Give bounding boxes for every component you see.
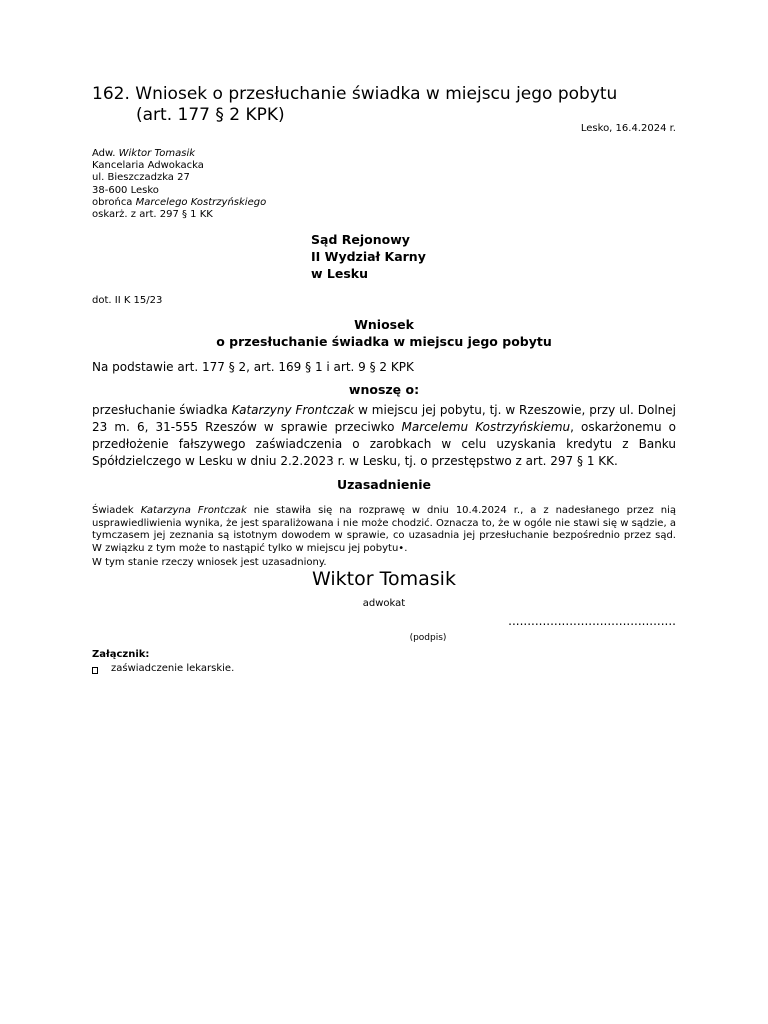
list-item [92, 663, 234, 674]
defendant-name: Marcelemu Kostrzyńskiemu [401, 420, 571, 434]
client-name: Marcelego Kostrzyńskiego [135, 196, 267, 208]
witness-name: Katarzyny Frontczak [231, 403, 355, 417]
signature-line: ............................................ [508, 614, 676, 628]
legal-basis: Na podstawie art. 177 § 2, art. 169 § 1 i art. 9 § 2 KPK [92, 360, 414, 374]
sender-name: Wiktor Tomasik [118, 148, 196, 159]
document-title [92, 84, 617, 126]
justification-heading: Uzasadnienie [336, 477, 431, 492]
sender-block [92, 148, 266, 221]
sender-charge: oskarż. z art. 297 § 1 KK [92, 209, 213, 221]
sender-role-line: obrońca Marcelego Kostrzyńskiego [92, 196, 267, 208]
case-reference: dot. II K 15/23 [92, 295, 163, 306]
signature-name: Wiktor Tomasik [312, 568, 456, 590]
request-heading: wnoszę o: [348, 382, 420, 397]
bullet-box-icon [92, 667, 98, 674]
court-address: Sąd Rejonowy II Wydział Karny w Lesku [311, 232, 426, 281]
signature-role: adwokat [362, 598, 406, 609]
title-line-2: (art. 177 § 2 KPK) [136, 105, 285, 125]
title-line-1: 162. Wniosek o przesłuchanie świadka w miejscu jego pobytu [92, 84, 618, 104]
sender-street: ul. Bieszczadzka 27 [92, 172, 190, 184]
request-paragraph: przesłuchanie świadka Katarzyny Frontczak w miejscu jej pobytu, tj. w Rzeszowie, przy ul. Dolnej 23 m. 6, 31-555 Rzeszów w sprawie przeciwko Marcelemu Kostrzyńskiemu, oskarżonemu o przedłożenie fałszywego zaświadczenia o zarobkach w celu uzyskania kredytu z Banku Spółdzielczego w Lesku w dniu 2.2.2023 r. w Lesku, tj. o przestępstwo z art. 297 § 1 KK. [92, 403, 677, 468]
place-date: Lesko, 16.4.2024 r. [580, 123, 676, 134]
sender-office: Kancelaria Adwokacka [92, 160, 204, 172]
attachment-label: zaświadczenie lekarskie. [111, 663, 235, 674]
footnote-mark: • [398, 542, 405, 554]
signature-caption: (podpis) [409, 633, 447, 643]
motion-title: Wniosek o przesłuchanie świadka w miejscu jego pobytu [216, 317, 552, 349]
justification-paragraph: Świadek Katarzyna Frontczak nie stawiła się na rozprawę w dniu 10.4.2024 r., a z nadesłanego przez nią usprawiedliwienia wynika, że jest sparaliżowana i nie może chodzić. Oznacza to, że w ogóle nie stawi się w sądzie, a tymczasem jej zeznania są istotnym dowodem w sprawie, co uzasadnia jej przesłuchanie bezpośrednio przez sąd. W związku z tym może to nastąpić tylko w miejscu jej pobytu•. [92, 505, 676, 554]
attachments-heading: Załącznik: [92, 649, 150, 660]
conclusion: W tym stanie rzeczy wniosek jest uzasadniony. [92, 557, 327, 568]
sender-name-line: Adw. Wiktor Tomasik [92, 148, 196, 159]
sender-city: 38-600 Lesko [92, 184, 159, 196]
